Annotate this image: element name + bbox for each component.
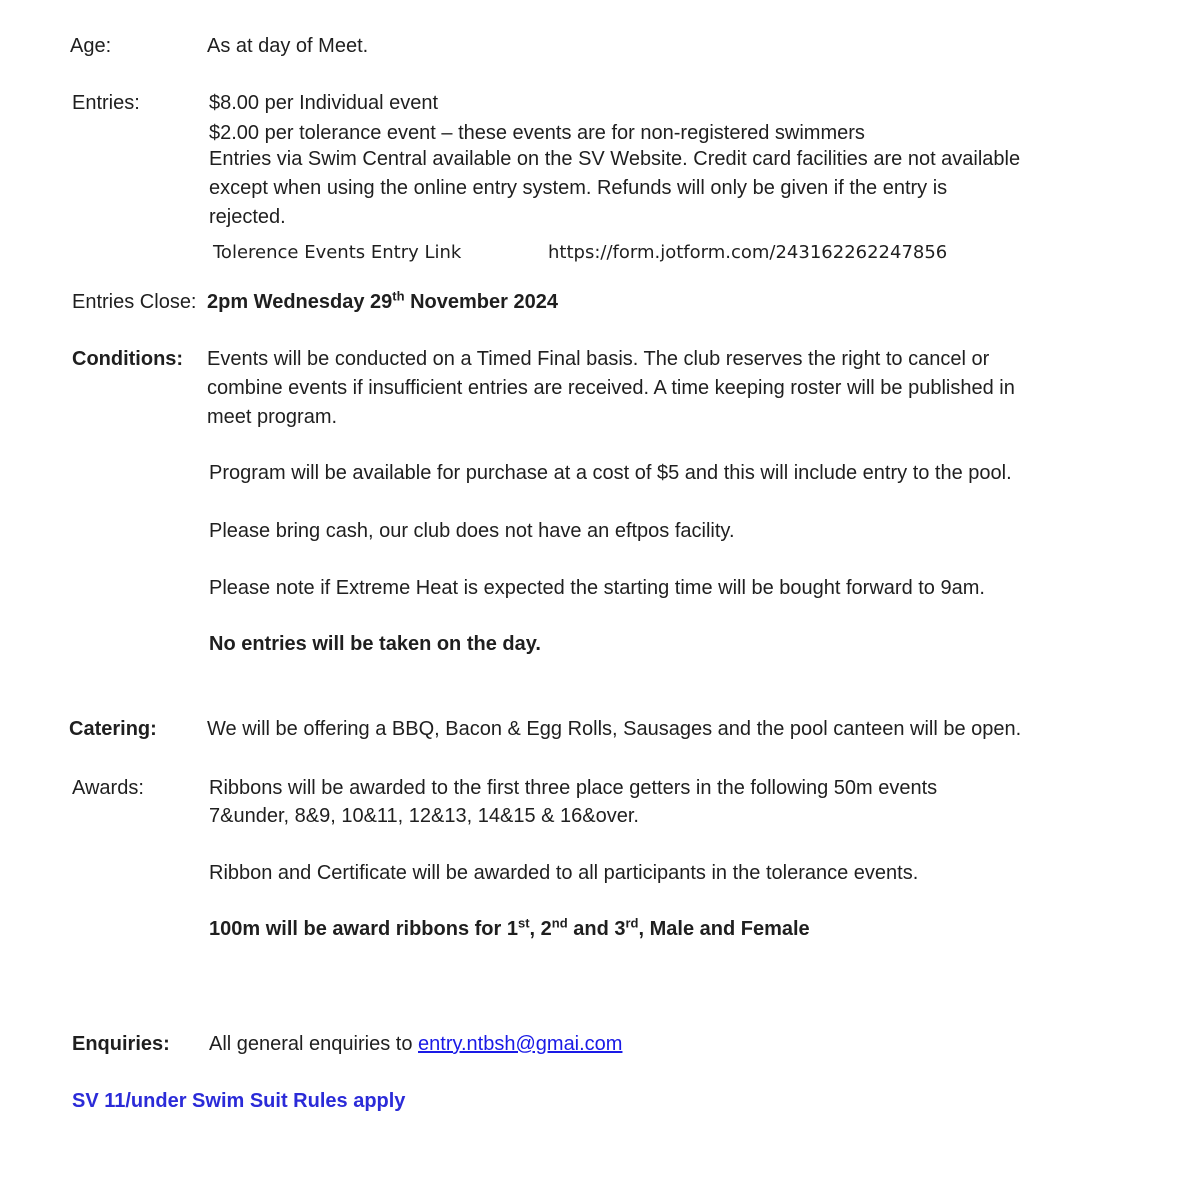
awards-line2: 7&under, 8&9, 10&11, 12&13, 14&15 & 16&over. [209,805,639,827]
entries-info-line2: except when using the online entry system. Refunds will only be given if the entry is [209,177,948,199]
awards-100m-sup-3rd: rd [625,915,639,931]
catering-label: Catering: [69,718,157,740]
awards-100m-b: , 2 [529,918,552,940]
enquiries-label: Enquiries: [72,1033,170,1055]
conditions-label: Conditions: [72,348,184,370]
conditions-para1-line2: combine events if insufficient entries are received. A time keeping roster will be published in [207,377,1015,399]
catering-text: We will be offering a BBQ, Bacon & Egg Rolls, Sausages and the pool canteen will be open. [207,718,1022,740]
conditions-program: Program will be available for purchase at a cost of $5 and this will include entry to the pool. [209,462,1012,484]
conditions-cash: Please bring cash, our club does not have an eftpos facility. [209,520,735,542]
awards-line1: Ribbons will be awarded to the first three place getters in the following 50m events [209,777,938,799]
awards-100m-sup-2nd: nd [551,915,568,931]
entries-close-date-suffix: November 2024 [404,291,558,313]
enquiries-text: All general enquiries to [209,1033,419,1055]
awards-100m-a: 100m will be award ribbons for 1 [209,918,518,940]
entries-info-line3: rejected. [209,206,286,228]
entries-info-line1: Entries via Swim Central available on the SV Website. Credit card facilities are not available [209,148,1021,170]
swimsuit-rules: SV 11/under Swim Suit Rules apply [72,1090,406,1112]
entries-close-label: Entries Close: [72,291,197,313]
entries-individual-fee: $8.00 per Individual event [209,92,439,114]
entries-label: Entries: [72,92,140,114]
awards-certificate: Ribbon and Certificate will be awarded to all participants in the tolerance events. [209,862,919,884]
enquiries-email-link[interactable]: entry.ntbsh@gmai.com [418,1033,623,1055]
conditions-no-entries: No entries will be taken on the day. [209,633,541,655]
conditions-heat: Please note if Extreme Heat is expected the starting time will be bought forward to 9am. [209,577,985,599]
entries-tolerance-fee: $2.00 per tolerance event – these events are for non-registered swimmers [209,122,865,144]
conditions-para1-line3: meet program. [207,406,338,428]
awards-100m-d: , Male and Female [638,918,810,940]
awards-label: Awards: [72,777,144,799]
entries-close-date-sup: th [392,288,405,304]
age-text: As at day of Meet. [207,35,369,57]
entries-close-date-prefix: 2pm Wednesday 29 [207,291,393,313]
awards-100m-c: and 3 [567,918,626,940]
enquiries-line [209,1032,622,1056]
tolerance-link-url[interactable]: https://form.jotform.com/243162262247856 [548,242,948,263]
awards-100m-sup-1st: st [517,915,530,931]
tolerance-link-label: Tolerence Events Entry Link [213,242,462,263]
conditions-para1-line1: Events will be conducted on a Timed Final basis. The club reserves the right to cancel or [207,348,990,370]
age-label: Age: [70,35,112,57]
entries-close-date [207,290,558,314]
awards-100m [209,917,810,941]
